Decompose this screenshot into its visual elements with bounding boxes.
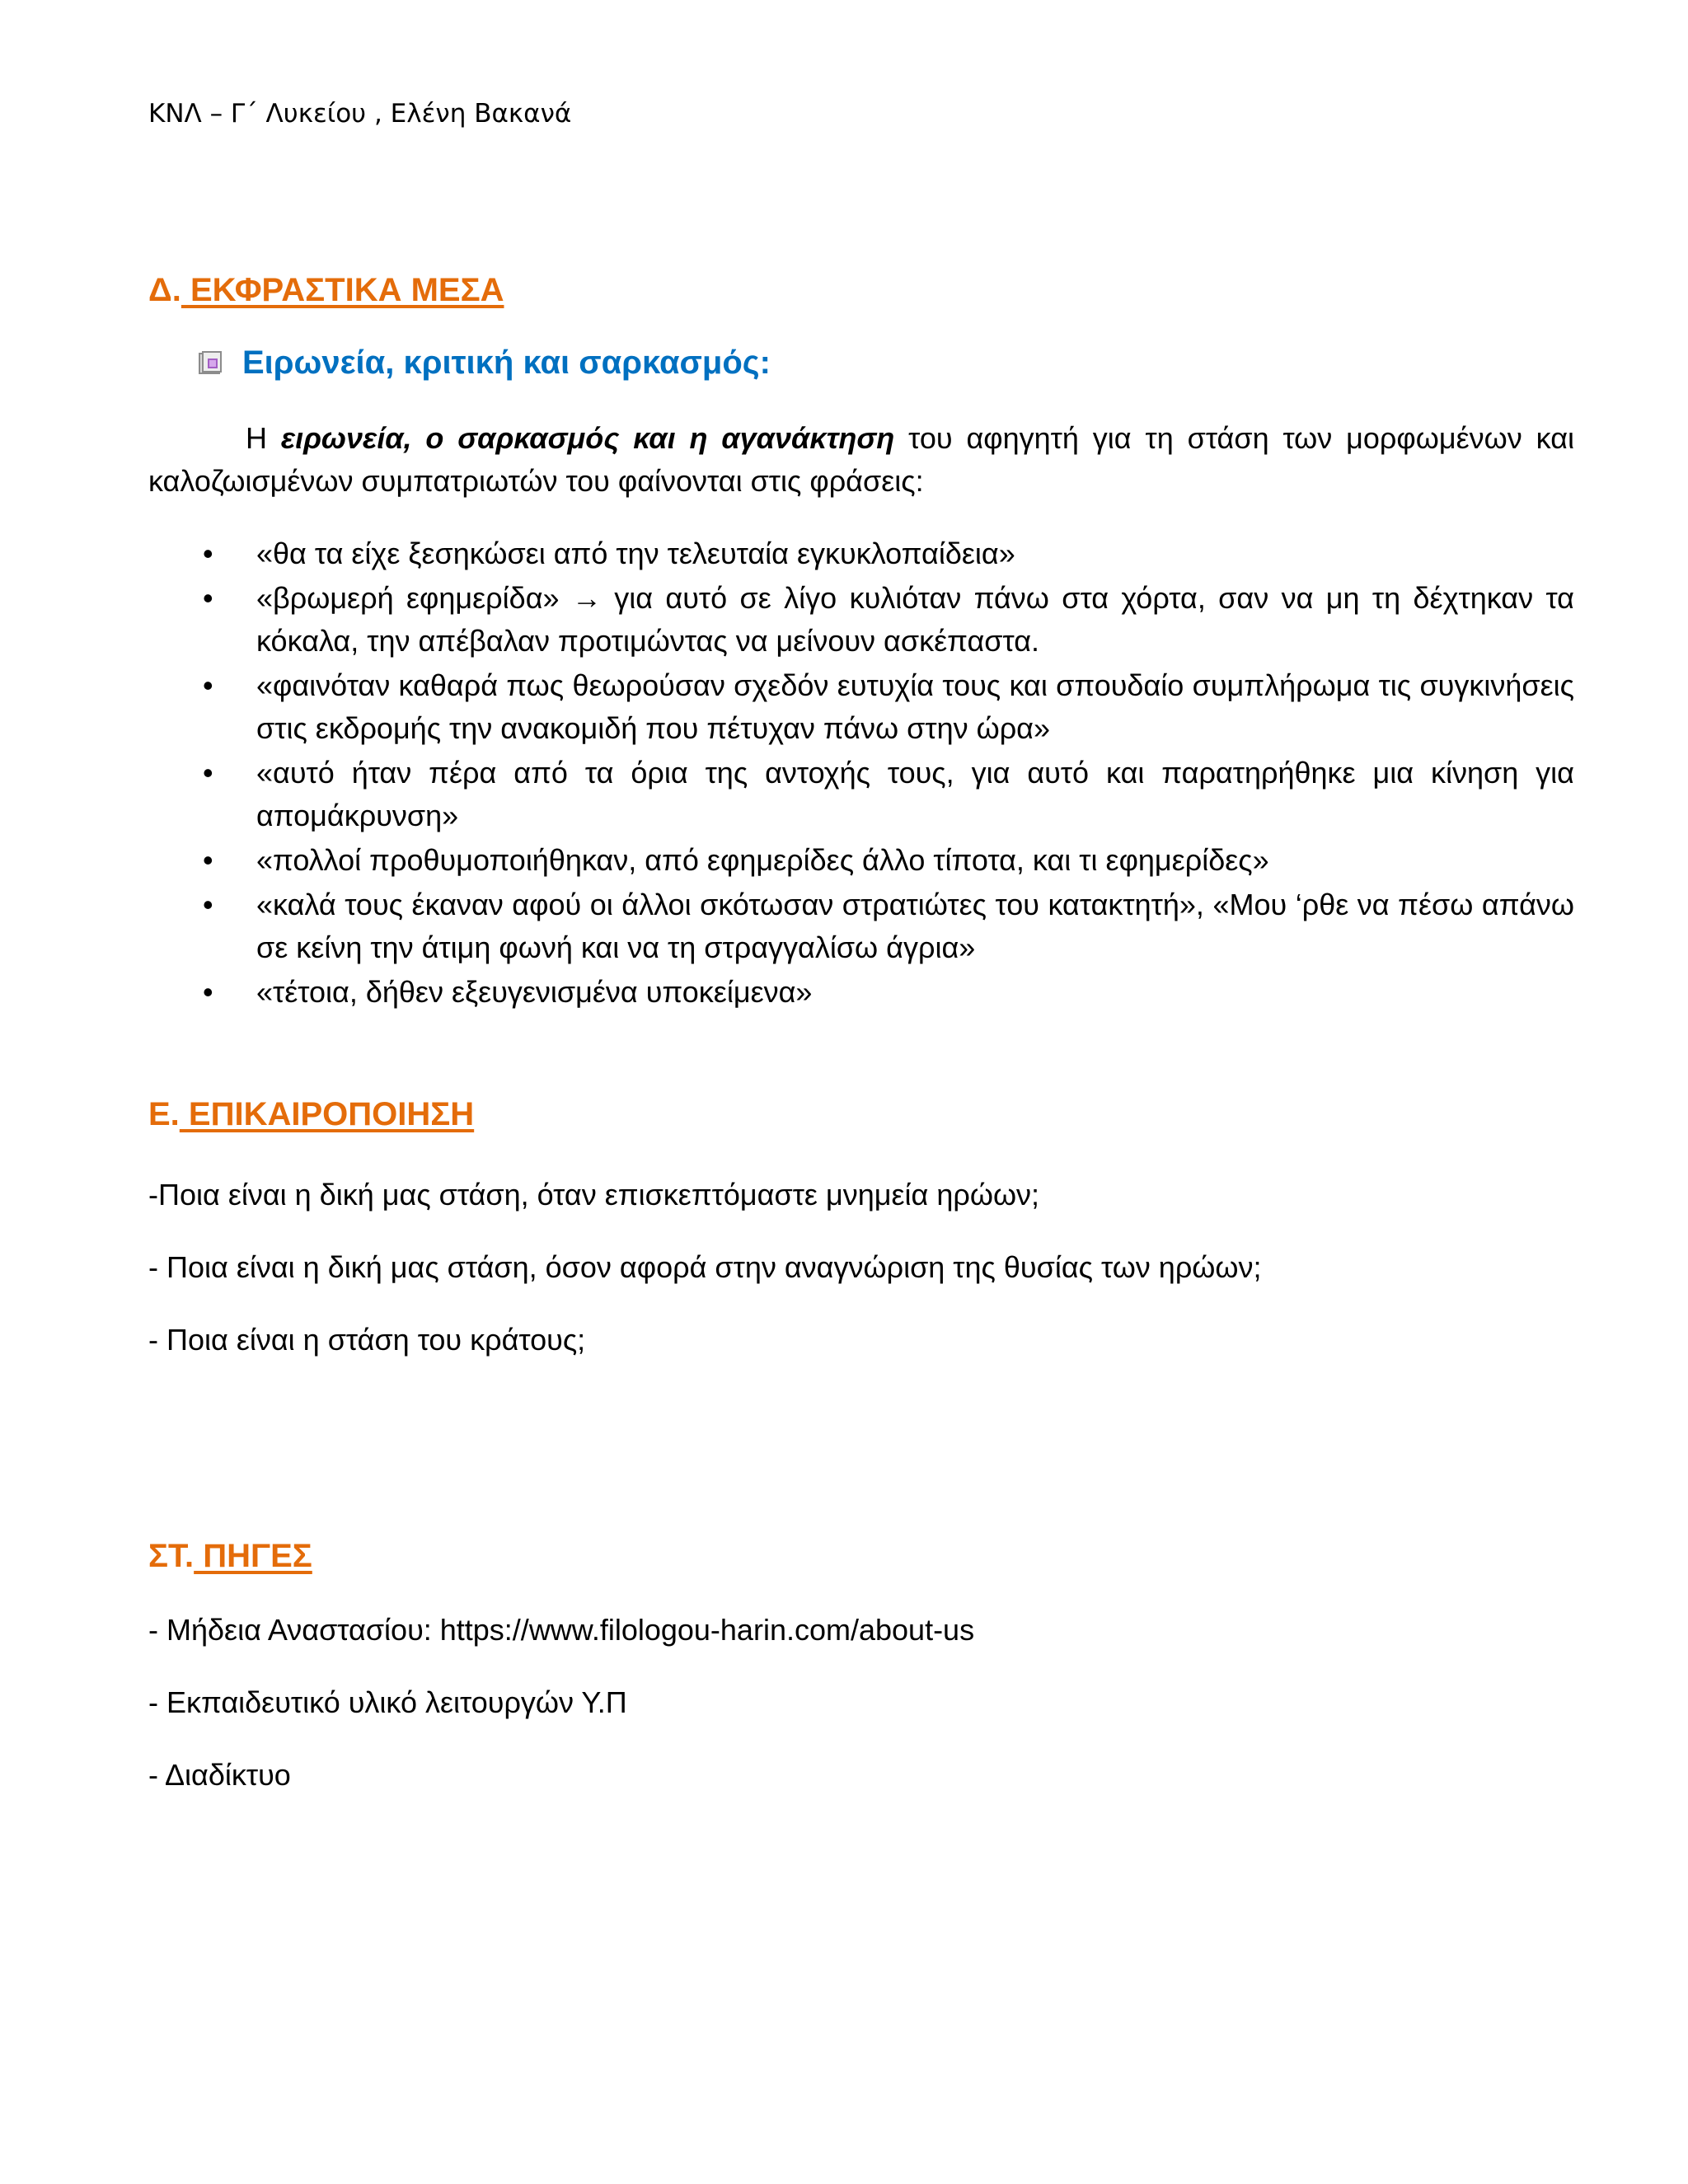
question-line: - Ποια είναι η στάση του κράτους; (148, 1323, 586, 1357)
list-item: • «αυτό ήταν πέρα από τα όρια της αντοχής τους, για αυτό και παρατηρήθηκε μια κίνηση για απομάκρυνση» (148, 752, 1574, 837)
section-e-title (148, 1096, 474, 1133)
list-item: • «τέτοια, δήθεν εξευγενισμένα υποκείμενα» (148, 971, 1574, 1014)
section-st-title (148, 1538, 312, 1575)
intro-emphasis: ειρωνεία, ο σαρκασμός και η αγανάκτηση (280, 421, 895, 455)
section-d-prefix: Δ. (148, 272, 181, 308)
subheading (198, 344, 771, 382)
section-d-title (148, 272, 504, 309)
section-d-title-text: ΕΚΦΡΑΣΤΙΚΑ ΜΕΣΑ (181, 272, 504, 308)
quote-list (148, 532, 1574, 1015)
list-item: • «καλά τους έκαναν αφού οι άλλοι σκότωσαν στρατιώτες του κατακτητή», «Μου ‘ρθε να πέσω απάνω σε κείνη την άτιμη φωνή και να τη στραγγαλίσω άγρια» (148, 883, 1574, 969)
list-item: • «θα τα είχε ξεσηκώσει από την τελευταία εγκυκλοπαίδεια» (148, 532, 1574, 575)
list-item: • «βρωμερή εφημερίδα» → για αυτό σε λίγο κυλιόταν πάνω στα χόρτα, σαν να μη τη δέχτηκαν τα κόκαλα, την απέβαλαν προτιμώντας να μείνουν ασκέπαστα. (148, 577, 1574, 663)
section-e-prefix: Ε. (148, 1096, 180, 1132)
intro-paragraph (148, 417, 1574, 503)
section-st-title-text: ΠΗΓΕΣ (194, 1538, 312, 1574)
source-line: - Μήδεια Αναστασίου: https://www.filologou-harin.com/about-us (148, 1613, 975, 1647)
section-st-prefix: ΣΤ. (148, 1538, 195, 1574)
list-item: • «φαινόταν καθαρά πως θεωρούσαν σχεδόν ευτυχία τους και σπουδαίο συμπλήρωμα τις συγκινήσεις στις εκδρομής την ανακομιδή που πέτυχαν πάνω στην ώρα» (148, 664, 1574, 750)
page-header: ΚΝΛ – Γ΄ Λυκείου , Ελένη Βακανά (148, 99, 572, 129)
subheading-text: Ειρωνεία, κριτική και σαρκασμός: (242, 344, 771, 381)
list-item: • «πολλοί προθυμοποιήθηκαν, από εφημερίδες άλλο τίποτα, και τι εφημερίδες» (148, 839, 1574, 882)
book-icon (198, 350, 224, 377)
intro-rest: του αφηγητή για τη στάση των μορφωμένων και καλοζωισμένων συμπατριωτών του φαίνονται στις φράσεις: (148, 421, 1575, 498)
intro-start: Η (246, 421, 281, 455)
source-line: - Εκπαιδευτικό υλικό λειτουργών Υ.Π (148, 1685, 627, 1719)
question-line: - Ποια είναι η δική μας στάση, όσον αφορά στην αναγνώριση της θυσίας των ηρώων; (148, 1250, 1262, 1284)
question-line: -Ποια είναι η δική μας στάση, όταν επισκεπτόμαστε μνημεία ηρώων; (148, 1178, 1040, 1212)
source-line: - Διαδίκτυο (148, 1758, 291, 1792)
section-e-title-text: ΕΠΙΚΑΙΡΟΠΟΙΗΣΗ (179, 1096, 475, 1132)
